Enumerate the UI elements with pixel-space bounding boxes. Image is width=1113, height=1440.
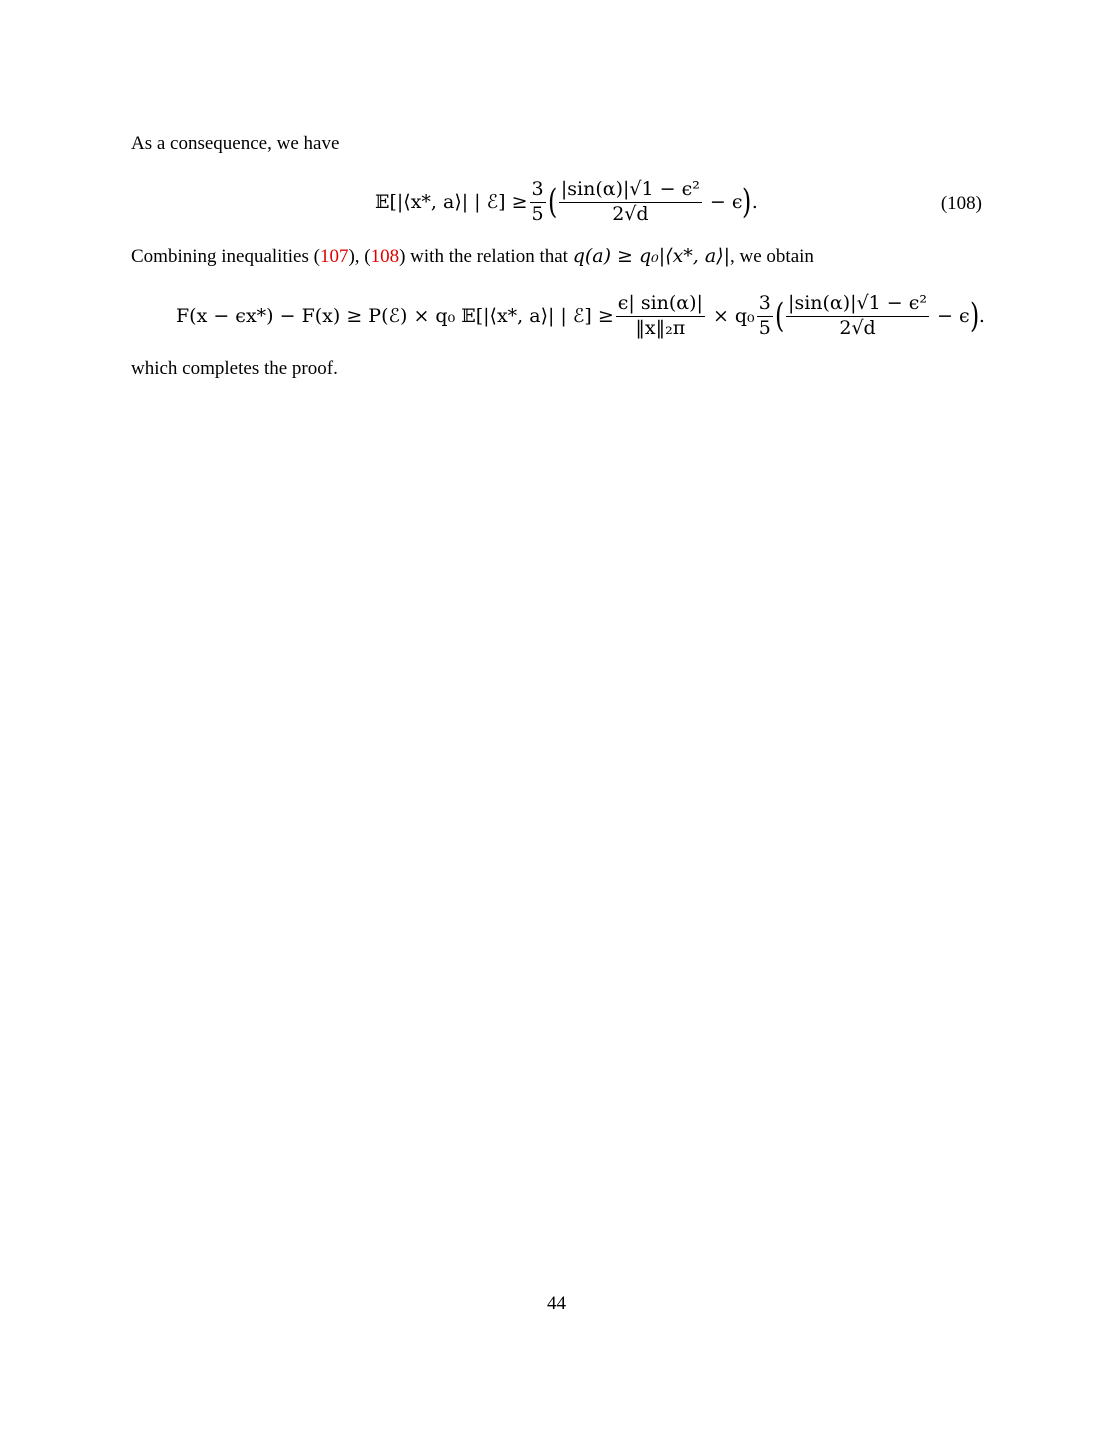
period-mark: . (751, 191, 758, 213)
final-inner-fraction (786, 291, 929, 339)
final-mid: × q₀ (712, 305, 755, 327)
left-paren-icon: ( (774, 296, 785, 336)
equation-108 (375, 176, 758, 228)
combine-sep: ), ( (348, 246, 371, 267)
final-frac1-den: ‖x‖₂π (635, 316, 686, 339)
paragraph-closing (131, 359, 338, 378)
final-fraction-1 (616, 291, 705, 339)
paragraph-intro (131, 134, 339, 153)
final-frac2-num: 3 (757, 294, 773, 317)
closing-text: which completes the proof. (131, 358, 338, 379)
right-paren-icon: ) (742, 182, 752, 222)
final-fraction-3-5 (757, 291, 773, 339)
combine-prefix: Combining inequalities ( (131, 246, 320, 267)
eq108-inner-fraction (559, 177, 702, 225)
eq108-fraction-3-5 (530, 177, 546, 225)
eq108-frac-num: 3 (530, 180, 546, 203)
equation-number-108: (108) (940, 193, 982, 214)
period-mark: . (978, 305, 985, 327)
eq108-inner-num: |sin(α)|√1 − ϵ² (559, 180, 702, 203)
combine-inline-math: q(a) ≥ q₀|⟨x*, a⟩| (572, 245, 731, 267)
right-paren-icon: ) (969, 296, 979, 336)
page-number: 44 (547, 1293, 566, 1314)
combine-mid: ) with the relation that (399, 246, 573, 267)
eq108-tail: − ϵ (709, 191, 743, 213)
final-lhs: F(x − ϵx*) − F(x) ≥ P(ℰ) × q₀ 𝔼[|⟨x*, a⟩| | ℰ] ≥ (176, 305, 614, 327)
eq108-frac-den: 5 (531, 202, 544, 225)
reference-link-108[interactable]: 108 (370, 246, 400, 267)
final-frac1-num: ϵ| sin(α)| (616, 294, 705, 317)
eq108-inner-den: 2√d (612, 202, 649, 225)
paragraph-combining (131, 247, 814, 266)
left-paren-icon: ( (547, 182, 557, 222)
intro-text: As a consequence, we have (131, 133, 340, 154)
final-inner-num: |sin(α)|√1 − ϵ² (786, 294, 929, 317)
eq108-lhs: 𝔼[|⟨x*, a⟩| | ℰ] ≥ (375, 191, 528, 213)
combine-suffix: , we obtain (730, 246, 814, 267)
reference-link-107[interactable]: 107 (319, 246, 349, 267)
final-frac2-den: 5 (758, 316, 771, 339)
final-inner-den: 2√d (839, 316, 876, 339)
final-tail: − ϵ (937, 305, 970, 327)
equation-final (176, 290, 985, 342)
